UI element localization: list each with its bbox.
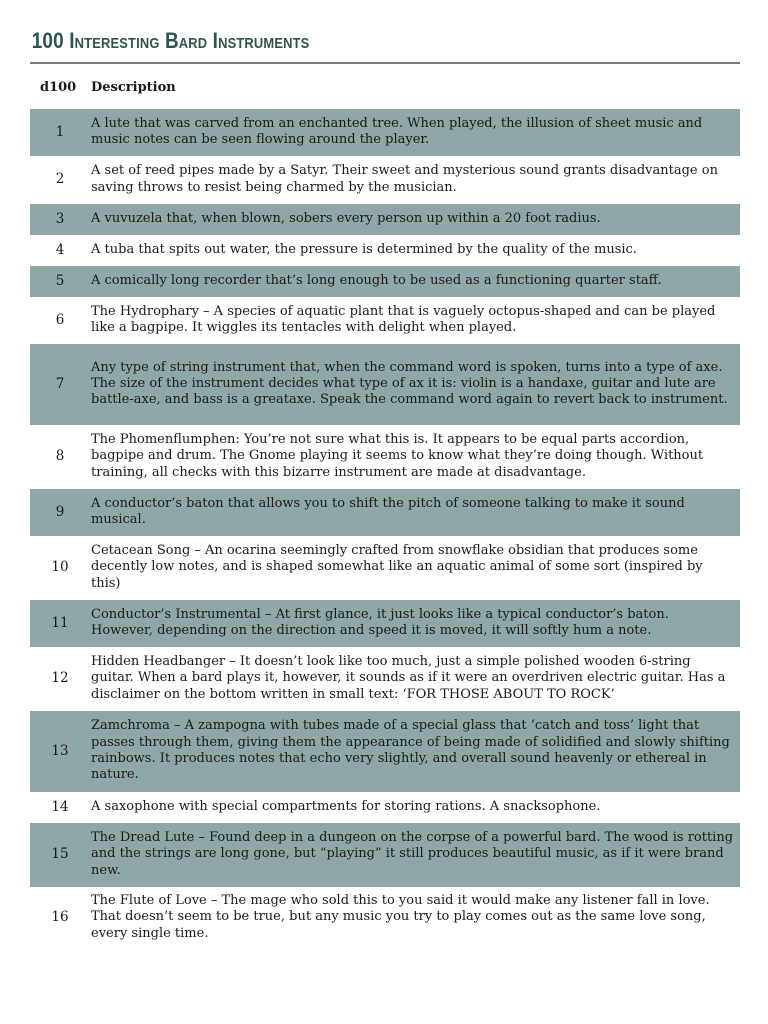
table-row: [30, 297, 740, 344]
row-description: A comically long recorder that’s long enough to be used as a functioning quarter staff.: [91, 272, 662, 288]
row-description: A saxophone with special compartments for storing rations. A snacksophone.: [91, 798, 601, 814]
row-roll: 13: [51, 742, 69, 759]
table-body: [30, 109, 740, 949]
row-description: A lute that was carved from an enchanted tree. When played, the illusion of sheet music and music notes can be seen flowing around the player.: [91, 115, 703, 147]
table-row: [30, 156, 740, 204]
row-description: Any type of string instrument that, when the command word is spoken, turns into a type of axe. The size of the instrument decides what type of ax it is: violin is a handaxe, guitar and lute are battle-axe, and bass is a greataxe. Speak the command word again to revert back to instrument.: [91, 359, 728, 408]
row-roll: 12: [51, 670, 69, 687]
table-row: [30, 823, 740, 887]
row-roll: 6: [55, 311, 65, 328]
header-roll: d100: [40, 79, 77, 95]
header-description: Description: [91, 79, 176, 95]
table-row: [30, 536, 740, 600]
title-rule: [30, 62, 740, 64]
table-row: [30, 792, 740, 823]
row-roll: 5: [55, 272, 65, 289]
row-description: Zamchroma – A zampogna with tubes made of a special glass that ‘catch and toss’ light that passes through them, giving them the appearance of being made of solidified and slowly shifting rainbows. It produces notes that echo very slightly, and overall sound heavenly or ethereal in nature.: [91, 718, 730, 783]
table-row: [30, 235, 740, 266]
table-row: [30, 204, 740, 235]
row-roll: 10: [51, 559, 69, 576]
table-row: [30, 887, 740, 949]
row-description: Cetacean Song – An ocarina seemingly crafted from snowflake obsidian that produces some decently low notes, and is shaped somewhat like an aquatic animal of some sort (inspired by this): [91, 543, 703, 591]
table-row: [30, 489, 740, 536]
row-roll: 4: [55, 241, 65, 258]
table-row: [30, 647, 740, 711]
page-title: 100 Interesting Bard Instruments: [31, 28, 310, 53]
row-roll: 15: [51, 846, 69, 863]
table-header: [30, 75, 740, 99]
row-description: Hidden Headbanger – It doesn’t look like too much, just a simple polished wooden 6-string guitar. When a bard plays it, however, it sounds as if it were an overdriven electric guitar. Has a disclaimer on the bottom written in small text: ‘FOR THOSE ABOUT TO ROCK’: [91, 654, 726, 702]
row-description: A conductor’s baton that allows you to shift the pitch of someone talking to make it sound musical.: [91, 495, 685, 527]
row-roll: 16: [51, 909, 69, 926]
table-row: [30, 425, 740, 489]
row-roll: 7: [55, 375, 65, 392]
row-roll: 3: [55, 210, 65, 227]
table-row: [30, 344, 740, 425]
row-description: The Flute of Love – The mage who sold this to you said it would make any listener fall in love. That doesn’t seem to be true, but any music you try to play comes out as the same love song, every single time.: [91, 893, 710, 941]
row-description: Conductor’s Instrumental – At first glance, it just looks like a typical conductor’s baton. However, depending on the direction and speed it is moved, it will softly hum a note.: [91, 606, 669, 638]
row-description: The Dread Lute – Found deep in a dungeon on the corpse of a powerful bard. The wood is rotting and the strings are long gone, but “playing” it still produces beautiful music, as if it were brand new.: [91, 830, 734, 878]
row-roll: 9: [55, 503, 65, 520]
row-roll: 11: [51, 614, 69, 631]
row-description: The Hydrophary – A species of aquatic plant that is vaguely octopus-shaped and can be played like a bagpipe. It wiggles its tentacles with delight when played.: [91, 303, 716, 335]
table-row: [30, 600, 740, 647]
row-description: The Phomenflumphen: You’re not sure what this is. It appears to be equal parts accordion, bagpipe and drum. The Gnome playing it seems to know what they’re doing though. Without training, all checks with this bizarre instrument are made at disadvantage.: [91, 432, 704, 480]
row-description: A vuvuzela that, when blown, sobers every person up within a 20 foot radius.: [91, 210, 601, 226]
row-description: A set of reed pipes made by a Satyr. Their sweet and mysterious sound grants disadvantage on saving throws to resist being charmed by the musician.: [91, 163, 718, 195]
page: [30, 26, 740, 949]
row-roll: 1: [55, 123, 65, 140]
row-roll: 2: [55, 171, 65, 188]
table-row: [30, 266, 740, 297]
row-roll: 8: [55, 448, 65, 465]
row-description: A tuba that spits out water, the pressure is determined by the quality of the music.: [91, 241, 637, 257]
table-row: [30, 109, 740, 156]
table-row: [30, 711, 740, 792]
row-roll: 14: [51, 798, 69, 815]
